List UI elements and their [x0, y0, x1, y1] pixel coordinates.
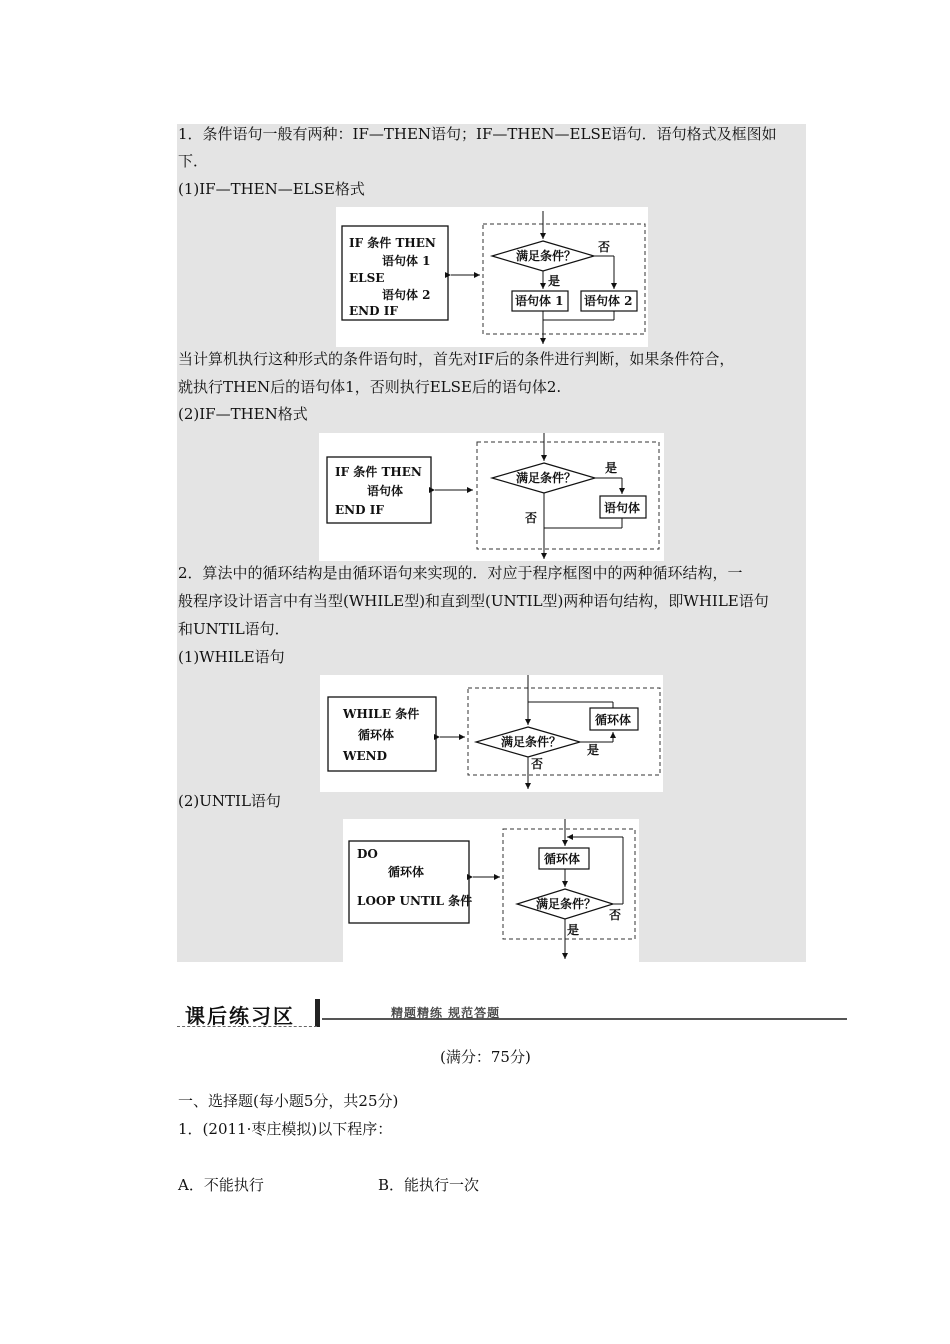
code-line: 语句体 2 [382, 288, 431, 302]
code-line: IF 条件 THEN [349, 236, 436, 250]
banner-bar [315, 999, 320, 1027]
exercise-section-banner [177, 996, 847, 1030]
flow-frame [483, 224, 645, 334]
option-a: A．不能执行 [178, 1176, 264, 1194]
body-label: 循环体 [544, 852, 581, 866]
code-line: LOOP UNTIL 条件 [357, 894, 473, 908]
question-1: 1．(2011·枣庄模拟)以下程序： [178, 1120, 393, 1138]
body-label: 语句体 [604, 501, 641, 515]
section2-line2: 般程序设计语言中有当型(WHILE型)和直到型(UNTIL型)两种语句结构，即WHILE语句 [178, 592, 769, 610]
sub-title-while: (1)WHILE语句 [178, 648, 285, 666]
yes-label: 是 [587, 743, 600, 757]
if-then-else-figure [336, 207, 648, 347]
body-label: 循环体 [595, 713, 632, 727]
code-line: END IF [335, 503, 384, 517]
code-line: DO [357, 847, 378, 861]
code-line: 循环体 [388, 865, 425, 879]
banner-subtitle: 精题精练 规范答题 [391, 1006, 501, 1020]
no-label: 否 [525, 511, 538, 525]
condition-label: 满足条件？ [516, 249, 577, 263]
condition-label: 满足条件？ [536, 897, 597, 911]
code-line: IF 条件 THEN [335, 465, 422, 479]
sub-title-if-then-else: (1)IF—THEN—ELSE格式 [178, 180, 365, 198]
code-line: 语句体 1 [382, 254, 431, 268]
section1-intro-line1: 1．条件语句一般有两种：IF—THEN语句；IF—THEN—ELSE语句．语句格式及框图如 [178, 125, 777, 143]
until-figure [343, 819, 639, 962]
code-line: WHILE 条件 [343, 707, 420, 721]
code-line: WEND [343, 749, 387, 763]
score-note: (满分：75分) [440, 1048, 531, 1066]
yes-label: 是 [605, 461, 618, 475]
option-b: B．能执行一次 [378, 1176, 480, 1194]
banner-dash [177, 1026, 317, 1027]
code-line: 语句体 [367, 484, 404, 498]
flow-frame [468, 688, 660, 775]
section2-line1: 2．算法中的循环结构是由循环语句来实现的．对应于程序框图中的两种循环结构，一 [178, 564, 743, 582]
code-line: END IF [349, 304, 398, 318]
yes-label: 是 [548, 274, 561, 288]
yes-label: 是 [567, 923, 580, 937]
if-then-figure [319, 433, 664, 561]
section1-desc-line1: 当计算机执行这种形式的条件语句时，首先对IF后的条件进行判断，如果条件符合， [178, 350, 735, 368]
body1-label: 语句体 1 [515, 294, 564, 308]
section1-intro-line2: 下． [178, 152, 209, 170]
condition-label: 满足条件？ [516, 471, 577, 485]
no-label: 否 [609, 908, 622, 922]
sub-title-if-then: (2)IF—THEN格式 [178, 405, 308, 423]
part1-title: 一、选择题(每小题5分，共25分) [178, 1092, 399, 1110]
section1-desc-line2: 就执行THEN后的语句体1，否则执行ELSE后的语句体2. [178, 378, 562, 396]
no-label: 否 [598, 240, 611, 254]
no-label: 否 [531, 757, 544, 771]
while-figure [320, 675, 663, 792]
condition-label: 满足条件？ [501, 735, 562, 749]
sub-title-until: (2)UNTIL语句 [178, 792, 281, 810]
code-line: ELSE [349, 271, 385, 285]
section2-line3: 和UNTIL语句． [178, 620, 290, 638]
code-line: 循环体 [358, 728, 395, 742]
body2-label: 语句体 2 [584, 294, 633, 308]
banner-title: 课后练习区 [185, 1004, 295, 1028]
